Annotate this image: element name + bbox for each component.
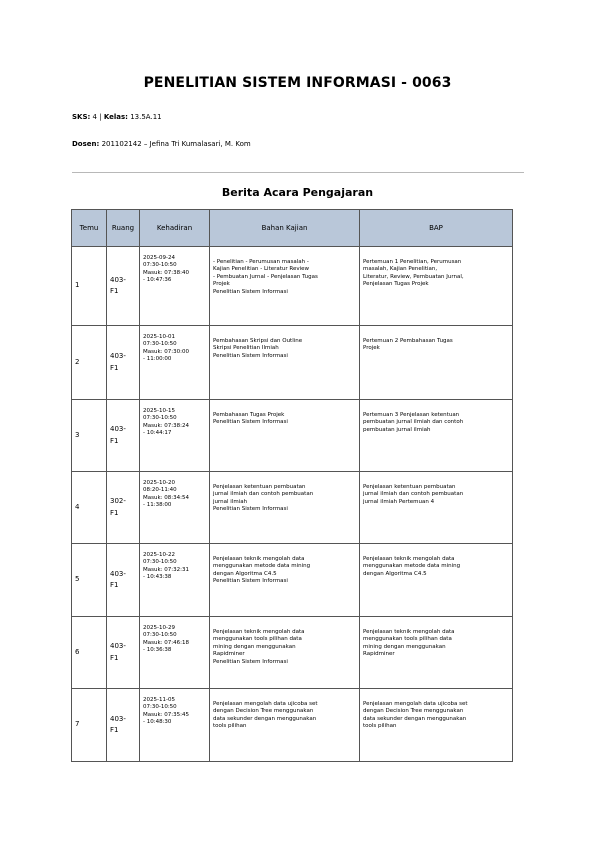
cell-bap-line: Penjelasan ketentuan pembuatan xyxy=(363,484,456,490)
cell-temu: 5 xyxy=(72,544,107,617)
cell-bahan-kajian-line: dengan Decision Tree menggunakan xyxy=(213,708,314,715)
cell-kehadiran-line: 07:30-10:50 xyxy=(143,704,177,711)
cell-ruang-line: 403- xyxy=(110,275,126,284)
cell-kehadiran xyxy=(140,472,210,544)
cell-kehadiran xyxy=(140,247,210,326)
cell-bahan-kajian-line: Penelitian Sistem Informasi xyxy=(213,352,288,359)
cell-kehadiran-line: - 10:43:38 xyxy=(143,574,172,581)
table-row xyxy=(72,689,513,762)
cell-kehadiran xyxy=(140,617,210,689)
cell-kehadiran-line: 2025-11-05 xyxy=(143,697,175,703)
cell-ruang xyxy=(107,472,140,544)
cell-temu: 4 xyxy=(72,472,107,544)
cell-kehadiran-line: - 11:38:00 xyxy=(143,502,172,509)
cell-bap-line: Penjelasan mengolah data ujicoba set xyxy=(363,701,468,707)
cell-ruang-line: F1 xyxy=(110,436,119,445)
cell-ruang-line: 403- xyxy=(110,352,126,361)
cell-bahan-kajian-line: Projek xyxy=(213,281,230,288)
cell-bahan-kajian-line: - Pembuatan Jurnal - Penjelasan Tugas xyxy=(213,273,318,280)
table-row xyxy=(72,544,513,617)
cell-ruang xyxy=(107,247,140,326)
cell-bahan-kajian-line: Penelitian Sistem Informasi xyxy=(213,419,288,426)
cell-ruang-line: 302- xyxy=(110,497,126,506)
cell-bap-line: Penjelasan Tugas Projek xyxy=(363,281,429,288)
cell-bahan-kajian-line: jurnal ilmiah dan contoh pembuatan xyxy=(213,491,314,498)
cell-bahan-kajian-line: Penelitian Sistem Informasi xyxy=(213,578,288,585)
cell-ruang-line: 403- xyxy=(110,714,126,723)
meta-separator: | xyxy=(99,113,102,121)
cell-bahan-kajian-line: Skripsi Penelitian Ilmiah xyxy=(213,345,279,352)
cell-kehadiran-line: - 10:36:38 xyxy=(143,647,172,654)
cell-ruang-line: F1 xyxy=(110,726,119,734)
cell-bahan-kajian-line: Pembahasan Tugas Projek xyxy=(213,412,285,418)
cell-kehadiran-line: 2025-10-22 xyxy=(143,552,175,558)
cell-bap xyxy=(360,247,513,326)
cell-bahan-kajian-line: Rapidminer xyxy=(213,651,245,658)
cell-ruang-line: F1 xyxy=(110,653,119,662)
cell-bahan-kajian-line: data sekunder dengan menggunakan xyxy=(213,715,317,722)
cell-ruang-line: F1 xyxy=(110,508,119,517)
kelas-label: Kelas: xyxy=(103,113,128,121)
cell-bap-line: jurnal ilmiah dan contoh pembuatan xyxy=(363,491,464,498)
cell-ruang xyxy=(107,689,140,762)
cell-bap xyxy=(360,617,513,689)
cell-bahan-kajian-line: Pembahasan Skripsi dan Outline xyxy=(213,338,303,344)
cell-bap xyxy=(360,472,513,544)
cell-kehadiran-line: 2025-10-01 xyxy=(143,334,175,340)
cell-kehadiran-line: Masuk: 07:38:24 xyxy=(143,422,189,429)
cell-bap-line: jurnal ilmiah Pertemuan 4 xyxy=(363,498,435,505)
table-row xyxy=(72,400,513,472)
cell-kehadiran xyxy=(140,689,210,762)
header-ruang: Ruang xyxy=(107,210,140,247)
cell-bahan-kajian-line: mining dengan menggunakan xyxy=(213,643,296,650)
table-row xyxy=(72,247,513,326)
cell-temu: 1 xyxy=(72,247,107,326)
cell-kehadiran-line: 08:20-11:40 xyxy=(143,487,177,494)
cell-kehadiran-line: 2025-10-15 xyxy=(143,408,175,414)
cell-bahan-kajian-line: Penjelasan mengolah data ujicoba set xyxy=(213,701,318,707)
section-title: Berita Acara Pengajaran xyxy=(221,186,374,199)
cell-kehadiran-line: 2025-09-24 xyxy=(143,255,175,261)
cell-ruang xyxy=(107,617,140,689)
cell-bahan-kajian xyxy=(210,400,360,472)
dosen-value: 201102142 – Jefina Tri Kumalasari, M. Kom xyxy=(101,140,251,148)
cell-bap-line: data sekunder dengan menggunakan xyxy=(363,715,467,722)
cell-bap-line: mining dengan menggunakan xyxy=(363,643,446,650)
dosen-label: Dosen: xyxy=(72,140,100,148)
cell-bap-line: Rapidminer xyxy=(363,651,395,658)
cell-bahan-kajian-line: dengan Algoritma C4.5 xyxy=(213,570,277,577)
cell-bap-line: dengan Algoritma C4.5 xyxy=(363,570,427,577)
cell-bahan-kajian-line: - Penelitian - Perumusan masalah - xyxy=(213,259,309,265)
cell-bap-line: menggunakan tools pilihan data xyxy=(363,636,452,643)
cell-bahan-kajian-line: Penjelasan teknik mengolah data xyxy=(213,629,305,635)
cell-bap-line: Pertemuan 1 Penelitian, Perumusan xyxy=(363,259,462,265)
cell-kehadiran-line: 07:30-10:50 xyxy=(143,262,177,269)
cell-bahan-kajian xyxy=(210,247,360,326)
sks-value: 4 xyxy=(92,113,98,121)
cell-ruang-line: 403- xyxy=(110,425,126,434)
cell-kehadiran xyxy=(140,326,210,400)
cell-kehadiran xyxy=(140,544,210,617)
table-row xyxy=(72,326,513,400)
cell-bap-line: masalah, Kajian Penelitian, xyxy=(363,266,438,273)
cell-bap-line: Literatur, Review, Pembuatan Jurnal, xyxy=(363,273,464,280)
cell-bahan-kajian-line: jurnal ilmiah xyxy=(213,498,248,505)
sks-label: SKS: xyxy=(72,113,91,121)
cell-ruang-line: 403- xyxy=(110,642,126,651)
course-meta xyxy=(72,113,162,121)
cell-ruang xyxy=(107,544,140,617)
lecturer-meta xyxy=(72,140,251,148)
cell-bahan-kajian xyxy=(210,544,360,617)
cell-bahan-kajian-line: menggunakan metode data mining xyxy=(213,563,311,570)
cell-ruang-line: F1 xyxy=(110,287,119,295)
cell-kehadiran-line: Masuk: 07:35:45 xyxy=(143,711,189,718)
table-header-row xyxy=(72,210,513,247)
cell-kehadiran-line: Masuk: 08:34:54 xyxy=(143,494,189,501)
teaching-record-table xyxy=(71,209,513,762)
cell-ruang-line: F1 xyxy=(110,581,119,589)
cell-ruang-line: 403- xyxy=(110,569,126,578)
cell-bap-line: pembuatan jurnal ilmiah dan contoh xyxy=(363,419,464,426)
cell-temu: 3 xyxy=(72,400,107,472)
header-kehadiran: Kehadiran xyxy=(140,210,210,247)
cell-bahan-kajian-line: menggunakan tools pilihan data xyxy=(213,636,302,643)
cell-kehadiran xyxy=(140,400,210,472)
cell-temu: 7 xyxy=(72,689,107,762)
cell-kehadiran-line: - 11:00:00 xyxy=(143,356,172,363)
cell-bahan-kajian-line: Penelitian Sistem Informasi xyxy=(213,288,288,295)
cell-bap xyxy=(360,544,513,617)
header-bahan-kajian: Bahan Kajian xyxy=(210,210,360,247)
header-temu: Temu xyxy=(72,210,107,247)
cell-bap-line: dengan Decision Tree menggunakan xyxy=(363,708,464,715)
cell-bahan-kajian xyxy=(210,472,360,544)
cell-bahan-kajian xyxy=(210,689,360,762)
cell-kehadiran-line: 07:30-10:50 xyxy=(143,341,177,348)
cell-kehadiran-line: Masuk: 07:38:40 xyxy=(143,269,189,276)
cell-bap-line: menggunakan metode data mining xyxy=(363,563,461,570)
cell-bap xyxy=(360,326,513,400)
divider xyxy=(72,172,524,173)
cell-ruang xyxy=(107,400,140,472)
cell-bahan-kajian xyxy=(210,617,360,689)
cell-bap-line: tools pilihan xyxy=(363,723,397,730)
cell-bahan-kajian xyxy=(210,326,360,400)
cell-bahan-kajian-line: Penelitian Sistem Informasi xyxy=(213,658,288,665)
cell-bap-line: Penjelasan teknik mengolah data xyxy=(363,629,455,635)
cell-kehadiran-line: 2025-10-29 xyxy=(143,625,175,631)
cell-kehadiran-line: 2025-10-20 xyxy=(143,480,175,486)
cell-bahan-kajian-line: Penelitian Sistem Informasi xyxy=(213,506,288,513)
cell-kehadiran-line: Masuk: 07:46:18 xyxy=(143,639,189,646)
table-row xyxy=(72,472,513,544)
cell-temu: 2 xyxy=(72,326,107,400)
cell-bahan-kajian-line: tools pilihan xyxy=(213,723,247,730)
cell-bap-line: Pertemuan 3 Penjelasan ketentuan xyxy=(363,412,460,418)
cell-bap xyxy=(360,689,513,762)
header-bap: BAP xyxy=(360,210,513,247)
cell-bap-line: Projek xyxy=(363,345,380,352)
cell-bap-line: pembuatan jurnal ilmiah xyxy=(363,426,431,433)
cell-bahan-kajian-line: Penjelasan ketentuan pembuatan xyxy=(213,484,306,490)
cell-ruang xyxy=(107,326,140,400)
page-title: PENELITIAN SISTEM INFORMASI - 0063 xyxy=(143,75,452,91)
cell-kehadiran-line: Masuk: 07:30:00 xyxy=(143,348,189,355)
cell-kehadiran-line: 07:30-10:50 xyxy=(143,559,177,566)
cell-kehadiran-line: - 10:48:30 xyxy=(143,719,172,726)
cell-kehadiran-line: 07:30-10:50 xyxy=(143,632,177,639)
table-row xyxy=(72,617,513,689)
cell-kehadiran-line: - 10:47:36 xyxy=(143,277,172,284)
cell-bahan-kajian-line: Kajian Penelitian - Literatur Review xyxy=(213,266,310,273)
cell-ruang-line: F1 xyxy=(110,363,119,372)
cell-kehadiran-line: - 10:44:17 xyxy=(143,430,172,437)
cell-bahan-kajian-line: Penjelasan teknik mengolah data xyxy=(213,556,305,562)
cell-bap xyxy=(360,400,513,472)
cell-kehadiran-line: 07:30-10:50 xyxy=(143,415,177,422)
cell-bap-line: Penjelasan teknik mengolah data xyxy=(363,556,455,562)
cell-kehadiran-line: Masuk: 07:32:31 xyxy=(143,566,189,573)
cell-temu: 6 xyxy=(72,617,107,689)
cell-bap-line: Pertemuan 2 Pembahasan Tugas xyxy=(363,338,453,344)
kelas-value: 13.5A.11 xyxy=(130,113,162,121)
